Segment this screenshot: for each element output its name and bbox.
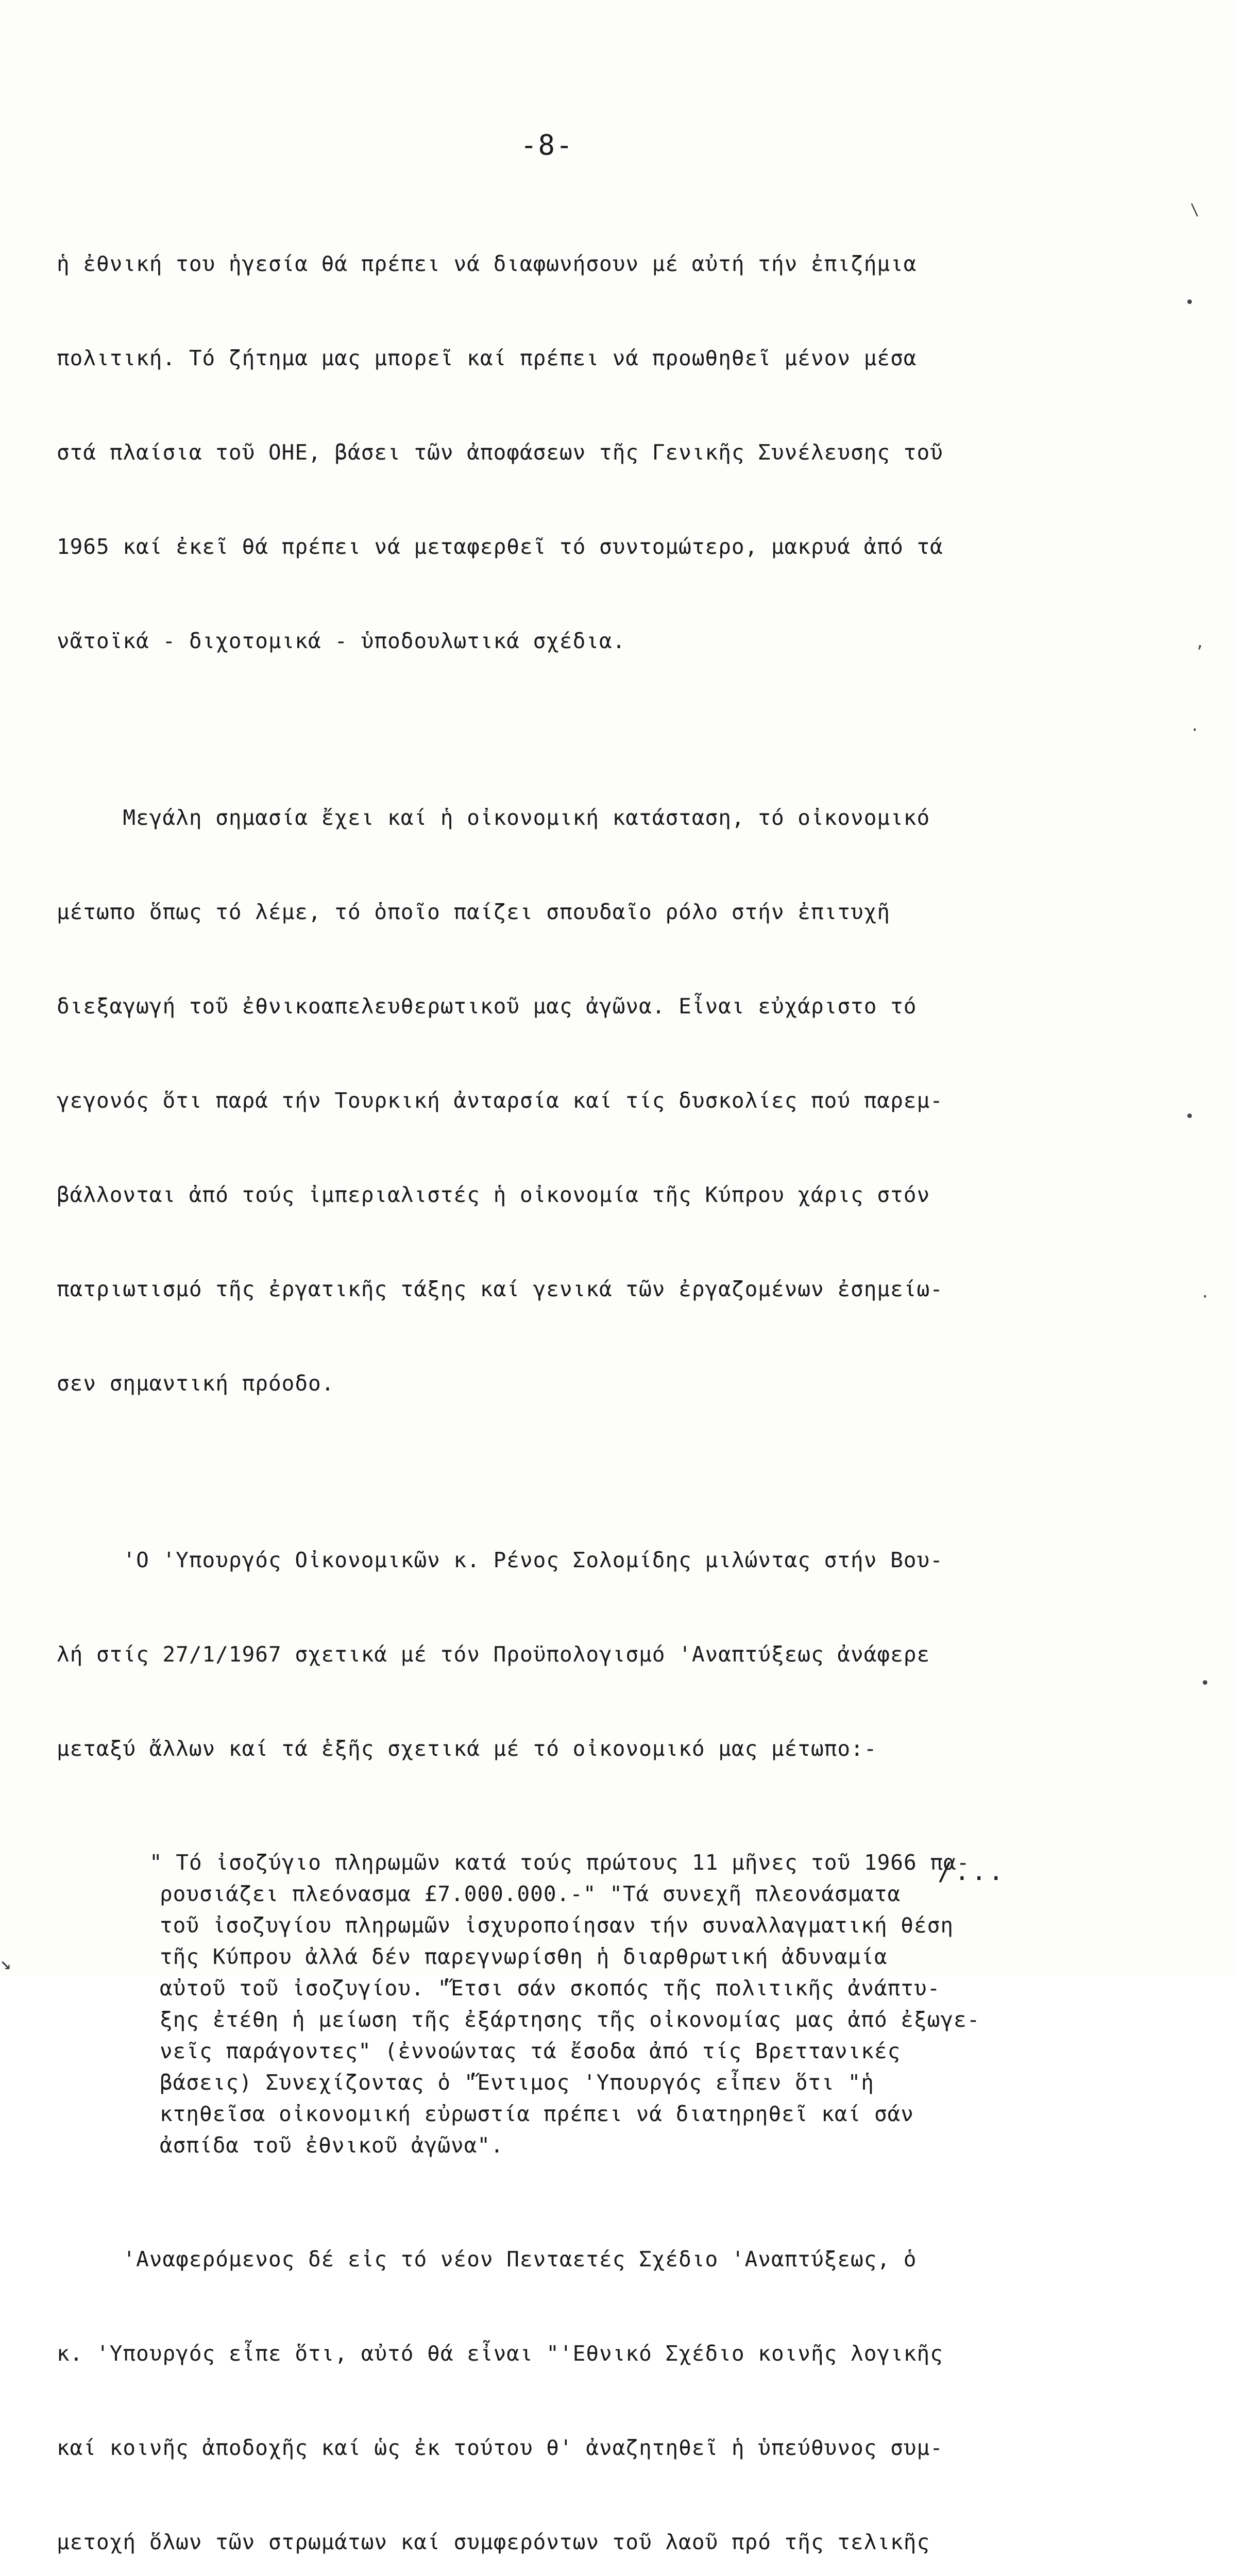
text-line: μετοχή ὅλων τῶν στρωμάτων καί συμφερόντων τοῦ λαοῦ πρό τῆς τελικῆς <box>57 2530 930 2554</box>
margin-tick: • <box>1185 294 1195 312</box>
quote-line: ρουσιάζει πλεόνασμα £7.000.000.-" "Τά συνεχῆ πλεονάσματα <box>160 1882 901 1906</box>
text-line: πολιτική. Τό ζήτημα μας μπορεῖ καί πρέπει νά προωθηθεῖ μένον μέσα <box>57 346 917 370</box>
text-line: πατριωτισμό τῆς ἐργατικῆς τάξης καί γενικά τῶν ἐργαζομένων ἐσημείω- <box>57 1277 943 1301</box>
text-line: βάλλονται ἀπό τούς ἰμπεριαλιστές ἡ οἰκονομία τῆς Κύπρου χάρις στόν <box>57 1182 930 1207</box>
text-line: λή στίς 27/1/1967 σχετικά μέ τόν Προϋπολογισμό 'Αναπτύξεως ἀνάφερε <box>57 1642 930 1667</box>
margin-tick: \ <box>1190 201 1200 219</box>
quote-line: κτηθεῖσα οἰκονομική εὐρωστία πρέπει νά διατηρηθεῖ καί σάν <box>160 2102 914 2126</box>
quote-line: ἀσπίδα τοῦ ἐθνικοῦ ἀγῶνα". <box>160 2133 504 2158</box>
continuation-mark: /... <box>938 1857 1006 1886</box>
text-line: 1965 καί ἐκεῖ θά πρέπει νά μεταφερθεῖ τό συντομώτερο, μακρυά ἀπό τά <box>57 534 943 559</box>
page-number: -8- <box>520 129 574 161</box>
quote-line: ξης ἐτέθη ἡ μείωση τῆς ἐξάρτησης τῆς οἰκονομίας μας ἀπό ἐξωγε- <box>160 2007 980 2032</box>
quote-line: νεῖς παράγοντες" (ἐννοώντας τά ἔσοδα ἀπό τίς Βρεττανικές <box>160 2039 901 2063</box>
text-line: 'Αναφερόμενος δέ εἰς τό νέον Πενταετές Σχέδιο 'Αναπτύξεως, ὁ <box>57 2247 917 2272</box>
text-line: ἡ ἐθνική του ἡγεσία θά πρέπει νά διαφωνήσουν μέ αὐτή τήν ἐπιζήμια <box>57 251 917 276</box>
text-line: στά πλαίσια τοῦ ΟΗΕ, βάσει τῶν ἀποφάσεων τῆς Γενικῆς Συνέλευσης τοῦ <box>57 440 943 465</box>
text-line: μεταξύ ἄλλων καί τά ἑξῆς σχετικά μέ τό οἰκονομικό μας μέτωπο:- <box>57 1736 877 1761</box>
margin-tick: • <box>1185 1108 1195 1126</box>
margin-tick: · <box>1190 721 1200 739</box>
text-line: σεν σημαντική πρόοδο. <box>57 1371 335 1396</box>
text-line: 'Ο 'Υπουργός Οἰκονομικῶν κ. Ρένος Σολομίδης μιλώντας στήν Βου- <box>57 1548 943 1572</box>
quote-line: αὐτοῦ τοῦ ἰσοζυγίου. "Ἔτσι σάν σκοπός τῆς πολιτικῆς ἀνάπτυ- <box>160 1976 941 2001</box>
text-line: Μεγάλη σημασία ἔχει καί ἡ οἰκονομική κατάσταση, τό οἰκονομικό <box>57 805 930 830</box>
text-line: γεγονός ὅτι παρά τήν Τουρκική ἀνταρσία καί τίς δυσκολίες πού παρεμ- <box>57 1088 943 1113</box>
margin-tick: · <box>1200 1288 1210 1306</box>
scan-corner-mark: ↘ <box>0 1953 11 1974</box>
quote-line: " Τό ἰσοζύγιο πληρωμῶν κατά τούς πρώτους 11 μῆνες τοῦ 1966 πα- <box>149 1850 970 1875</box>
margin-tick: , <box>1195 634 1205 652</box>
paragraph-1 <box>57 185 1128 720</box>
text-line: διεξαγωγή τοῦ ἐθνικοαπελευθερωτικοῦ μας ἀγῶνα. Εἶναι εὐχάριστο τό <box>57 994 917 1019</box>
text-line: μέτωπο ὅπως τό λέμε, τό ὁποῖο παίζει σπουδαῖο ρόλο στήν ἐπιτυχῆ <box>57 900 891 924</box>
quote-block-1 <box>57 1847 1128 2161</box>
text-line: καί κοινῆς ἀποδοχῆς καί ὡς ἐκ τούτου θ' ἀναζητηθεῖ ἡ ὑπεύθυνος συμ- <box>57 2435 943 2460</box>
quote-line: βάσεις) Συνεχίζοντας ὁ "Ἔντιμος 'Υπουργός εἶπεν ὅτι "ἡ <box>160 2070 874 2095</box>
quote-line: τοῦ ἰσοζυγίου πληρωμῶν ἰσχυροποίησαν τήν συναλλαγματική θέση <box>160 1913 954 1938</box>
quote-line: τῆς Κύπρου ἀλλά δέν παρεγνωρίσθη ἡ διαρθρωτική ἀδυναμία <box>160 1944 888 1969</box>
paragraph-4 <box>57 2181 1128 2576</box>
document-body <box>57 185 1128 2576</box>
paragraph-2 <box>57 739 1128 1462</box>
text-line: κ. 'Υπουργός εἶπε ὅτι, αὐτό θά εἶναι "'Εθνικό Σχέδιο κοινῆς λογικῆς <box>57 2341 943 2366</box>
paragraph-3 <box>57 1482 1128 1827</box>
text-line: νᾶτοϊκά - διχοτομικά - ὑποδουλωτικά σχέδια. <box>57 629 626 653</box>
margin-tick: • <box>1200 1674 1210 1692</box>
